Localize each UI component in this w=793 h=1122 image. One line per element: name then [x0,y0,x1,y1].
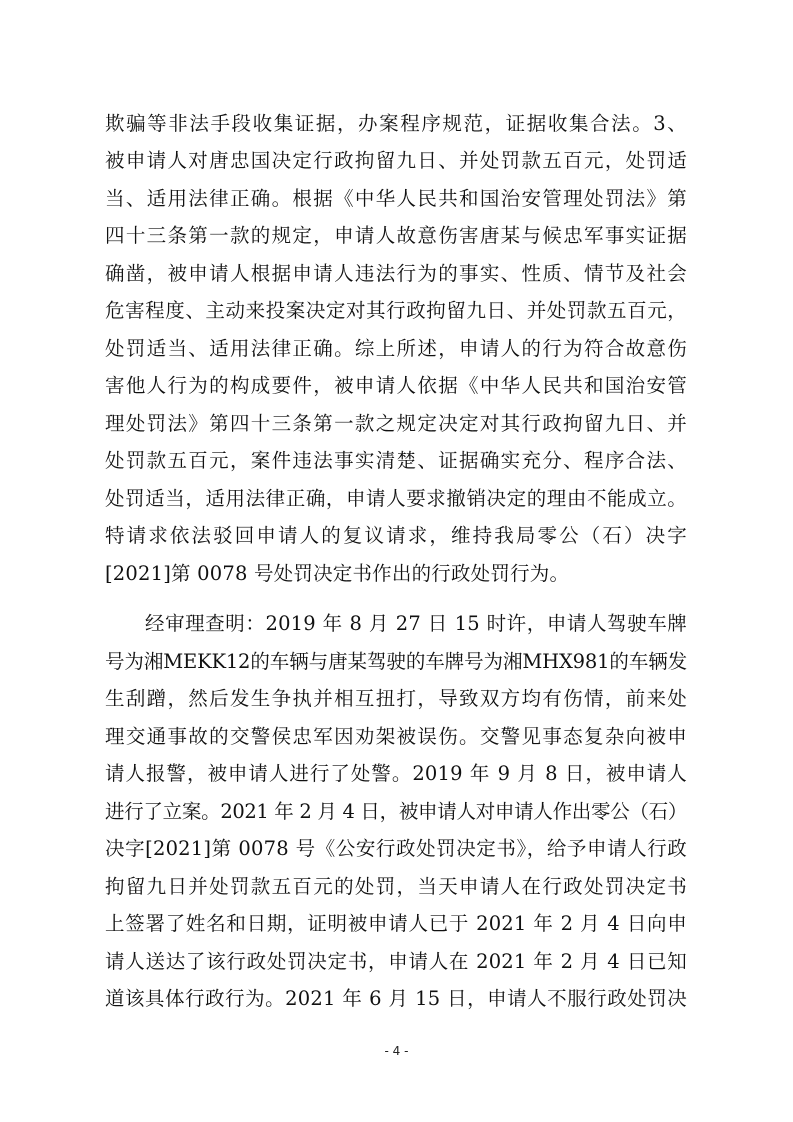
paragraph-2-line-5: 请人报警，被申请人进行了处警。2019 年 9 月 8 日，被申请人 [105,762,687,785]
paragraph-1-line-3: 当、适用法律正确。根据《中华人民共和国治安管理处罚法》第 [105,187,687,210]
paragraph-1-line-13: [2021]第 0078 号处罚决定书作出的行政处罚行为。 [105,562,570,585]
paragraph-1-line-6: 危害程度、主动来投案决定对其行政拘留九日、并处罚款五百元， [105,299,687,322]
paragraph-2-line-11: 道该具体行政行为。2021 年 6 月 15 日，申请人不服行政处罚决 [105,987,687,1010]
paragraph-2-line-6: 进行了立案。2021 年 2 月 4 日，被申请人对申请人作出零公（石） [105,800,687,823]
paragraph-2-line-8: 拘留九日并处罚款五百元的处罚，当天申请人在行政处罚决定书 [105,875,687,898]
paragraph-2-line-2: 号为湘MEKK12的车辆与唐某驾驶的车牌号为湘MHX981的车辆发 [105,650,687,673]
page-number: - 4 - [384,1044,409,1058]
paragraph-1-line-7: 处罚适当、适用法律正确。综上所述，申请人的行为符合故意伤 [105,337,687,360]
paragraph-2-line-10: 请人送达了该行政处罚决定书，申请人在 2021 年 2 月 4 日已知 [105,950,687,973]
paragraph-1-line-12: 特请求依法驳回申请人的复议请求，维持我局零公（石）决字 [105,524,687,547]
paragraph-1-line-11: 处罚适当，适用法律正确，申请人要求撤销决定的理由不能成立。 [105,487,687,510]
paragraph-2-line-1: 经审理查明：2019 年 8 月 27 日 15 时许，申请人驾驶车牌 [145,612,687,635]
paragraph-1-line-2: 被申请人对唐忠国决定行政拘留九日、并处罚款五百元，处罚适 [105,149,687,172]
paragraph-1-line-8: 害他人行为的构成要件，被申请人依据《中华人民共和国治安管 [105,374,687,397]
paragraph-2-line-7: 决字[2021]第 0078 号《公安行政处罚决定书》，给予申请人行政 [105,837,687,860]
paragraph-1-line-5: 确凿，被申请人根据申请人违法行为的事实、性质、情节及社会 [105,262,687,285]
paragraph-1-line-9: 理处罚法》第四十三条第一款之规定决定对其行政拘留九日、并 [105,412,687,435]
paragraph-1-line-10: 处罚款五百元，案件违法事实清楚、证据确实充分、程序合法、 [105,449,687,472]
paragraph-2-line-9: 上签署了姓名和日期，证明被申请人已于 2021 年 2 月 4 日向申 [105,912,687,935]
paragraph-2-line-3: 生刮蹭，然后发生争执并相互扭打，导致双方均有伤情，前来处 [105,687,687,710]
paragraph-1-line-1: 欺骗等非法手段收集证据，办案程序规范，证据收集合法。3、 [105,112,687,135]
paragraph-2-line-4: 理交通事故的交警侯忠军因劝架被误伤。交警见事态复杂向被申 [105,725,687,748]
paragraph-1-line-4: 四十三条第一款的规定，申请人故意伤害唐某与候忠军事实证据 [105,224,687,247]
